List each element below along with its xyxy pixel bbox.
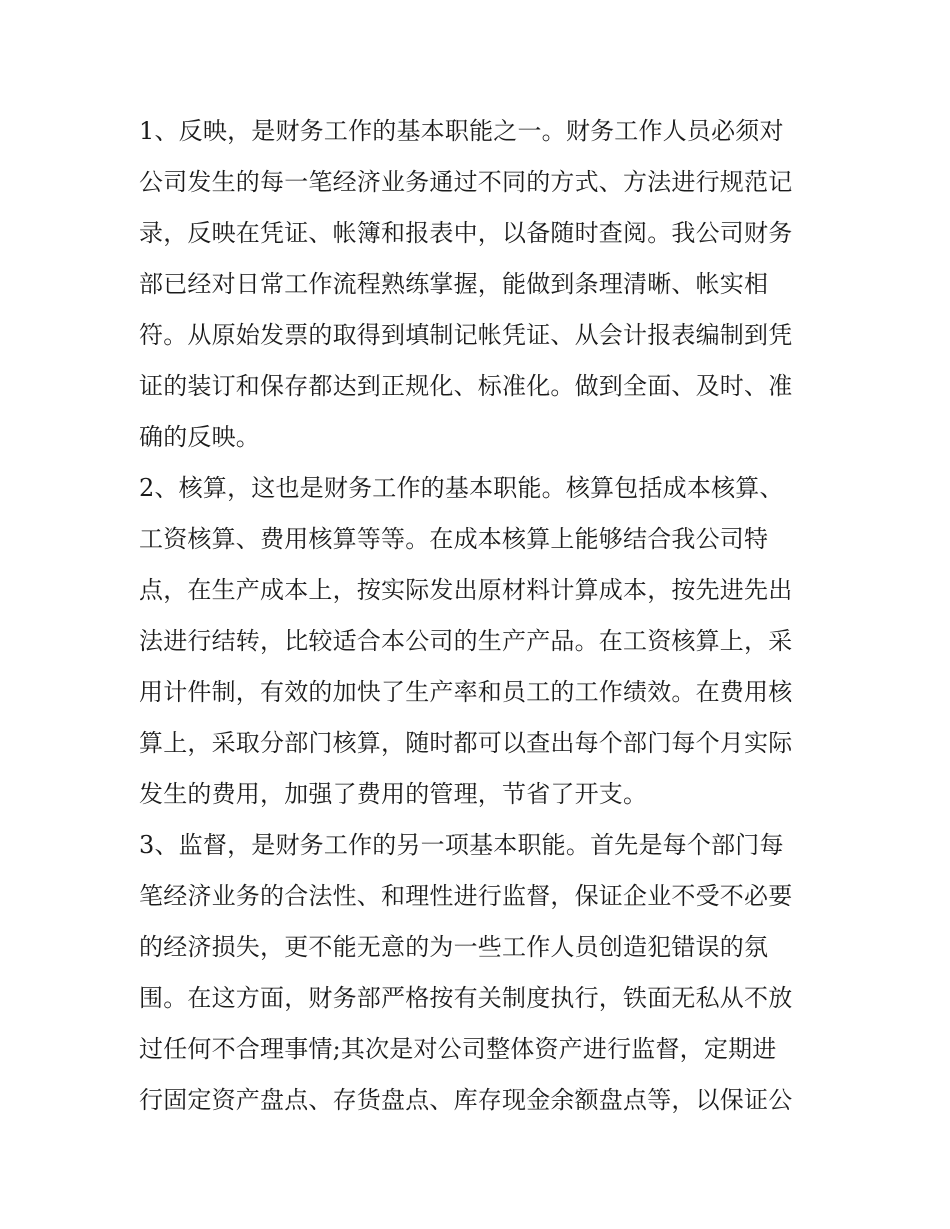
text-line: 3、监督，是财务工作的另一项基本职能。首先是每个部门每 <box>139 831 784 859</box>
text-line: 1、反映，是财务工作的基本职能之一。财务工作人员必须对 <box>139 117 784 145</box>
text-line: 的经济损失，更不能无意的为一些工作人员创造犯错误的氛 <box>139 933 769 961</box>
text-line: 用计件制，有效的加快了生产率和员工的工作绩效。在费用核 <box>139 678 793 706</box>
text-line: 算上，采取分部门核算，随时都可以查出每个部门每个月实际 <box>139 729 793 757</box>
text-line: 发生的费用，加强了费用的管理，节省了开支。 <box>139 780 648 808</box>
text-line: 符。从原始发票的取得到填制记帐凭证、从会计报表编制到凭 <box>139 321 793 349</box>
text-line: 行固定资产盘点、存货盘点、库存现金余额盘点等，以保证公 <box>139 1086 793 1114</box>
text-line: 法进行结转，比较适合本公司的生产产品。在工资核算上，采 <box>139 627 793 655</box>
text-line: 2、核算，这也是财务工作的基本职能。核算包括成本核算、 <box>139 474 784 502</box>
text-line: 证的装订和保存都达到正规化、标准化。做到全面、及时、准 <box>139 372 793 400</box>
text-line: 录，反映在凭证、帐簿和报表中，以备随时查阅。我公司财务 <box>139 219 793 247</box>
text-line: 工资核算、费用核算等等。在成本核算上能够结合我公司特 <box>139 525 769 553</box>
text-line: 过任何不合理事情;其次是对公司整体资产进行监督，定期进 <box>139 1035 777 1063</box>
text-line: 笔经济业务的合法性、和理性进行监督，保证企业不受不必要 <box>139 882 793 910</box>
text-line: 确的反映。 <box>139 423 260 451</box>
text-line: 公司发生的每一笔经济业务通过不同的方式、方法进行规范记 <box>139 168 793 196</box>
text-line: 点，在生产成本上，按实际发出原材料计算成本，按先进先出 <box>139 576 793 604</box>
text-line: 围。在这方面，财务部严格按有关制度执行，铁面无私从不放 <box>139 984 793 1012</box>
text-line: 部已经对日常工作流程熟练掌握，能做到条理清晰、帐实相 <box>139 270 769 298</box>
body-text <box>139 106 819 1126</box>
